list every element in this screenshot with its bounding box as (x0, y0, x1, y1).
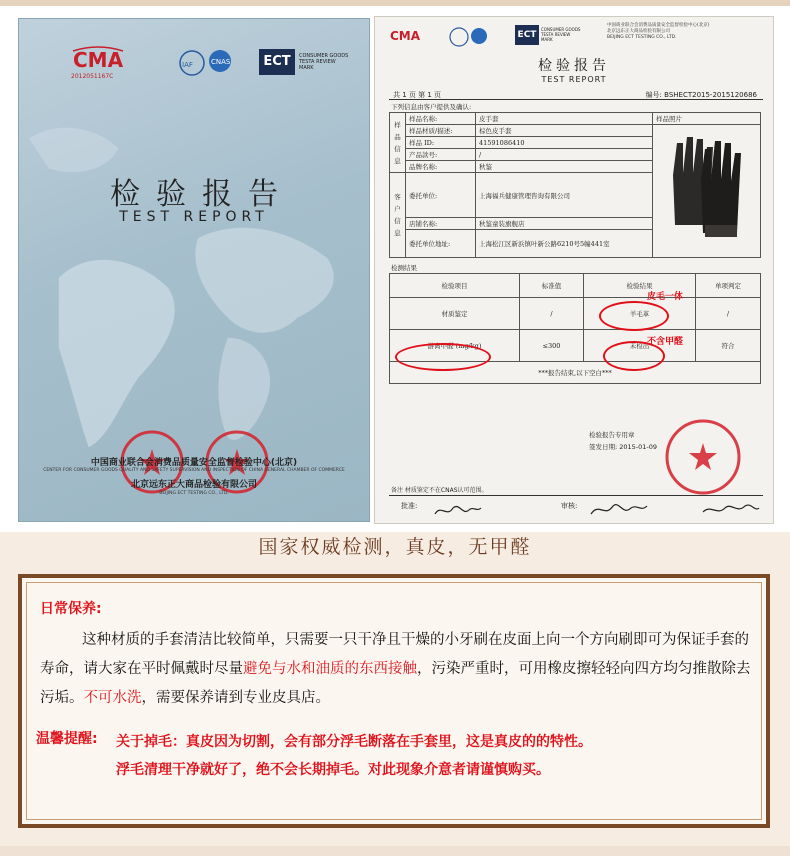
result-judge: / (696, 298, 761, 330)
col-header: 单项判定 (696, 274, 761, 298)
result-std: ≤300 (520, 330, 584, 362)
ect-logo-icon: ECT (259, 49, 295, 75)
cma-logo-icon (389, 25, 423, 51)
field-label: 委托单位地址: (406, 230, 476, 258)
result-item: 游离甲醛 (mg/kg) (390, 330, 520, 362)
field-label: 店铺名称: (406, 218, 476, 230)
signature-row (389, 495, 763, 524)
result-label: 检测结果 (391, 264, 417, 272)
signature-icon (589, 500, 649, 520)
sample-info-table (389, 112, 761, 258)
field-label: 产品款号: (406, 149, 476, 161)
approve-label: 批准: (401, 502, 418, 510)
report-page (374, 16, 774, 524)
result-std: / (520, 298, 584, 330)
field-value: 上海松江区新浜镇叶新公路6210号5幢441室 (476, 230, 653, 258)
field-value: 41591086410 (476, 137, 653, 149)
cover-subtitle: TEST REPORT (119, 209, 269, 225)
photo-label: 样品照片 (653, 113, 761, 125)
ect-line: TESTA REVIEW (541, 32, 571, 37)
cma-code: 2012051167C (71, 73, 114, 80)
care-paragraph (40, 626, 752, 713)
care-warning-text: 不可水洗 (83, 690, 142, 706)
ect-logo-icon: ECT (515, 25, 539, 45)
svg-text:IAF: IAF (182, 61, 193, 69)
center-line: 中国商业联合会消费品质量安全监督检验中心(北京) (607, 23, 710, 28)
banner-text: 国家权威检测，真皮，无甲醛 (258, 536, 532, 558)
world-map-background (19, 19, 369, 521)
divider (389, 99, 763, 100)
sign-line: 检验报告专用章 (589, 431, 635, 439)
field-value: 秋鉴 (476, 161, 653, 173)
field-value: 上海福兵健康管理咨询有限公司 (476, 173, 653, 218)
footer-band (0, 846, 790, 856)
care-warning-text: 避免与水和油质的东西接触 (243, 661, 417, 677)
end-line: ***报告结束,以下空白*** (390, 362, 761, 384)
col-header: 标准值 (520, 274, 584, 298)
signature-icon (701, 500, 761, 520)
red-seal-icon (663, 417, 743, 497)
cnas-logo-icon (447, 25, 493, 51)
field-label: 委托单位: (406, 173, 476, 218)
care-panel (18, 574, 770, 828)
report-number: 编号: BSHECT2015-2015120686 (645, 91, 757, 99)
highlight-oval (599, 301, 669, 331)
result-value: 未检出 (584, 330, 696, 362)
client-info-label: 客户信息 (390, 173, 406, 258)
top-strip (0, 0, 790, 6)
svg-text:CMA: CMA (390, 29, 421, 43)
glove-photo-icon (653, 125, 759, 255)
report-cover (18, 18, 370, 522)
report-title-en: TEST REPORT (541, 75, 607, 84)
ect-line: CONSUMER GOODS (299, 53, 349, 59)
care-text-part: 这种材质的手套清洁比较简单，只需要一只干净且干燥的小牙刷在皮面上向一个方向刷即可为保证手套的寿命，请大家在平时佩戴时尽量 (40, 632, 749, 677)
review-label: 审核: (561, 502, 578, 510)
field-value: 皮手套 (476, 113, 653, 125)
col-header: 检验项目 (390, 274, 520, 298)
svg-text:CMA: CMA (73, 48, 124, 72)
cover-org-en: CENTER FOR CONSUMER GOODS QUALITY AND SAFETY SUPERVISION AND INSPECTION OF CHINA GENERAL CHAMBER OF COMMERCE (43, 468, 345, 473)
center-line: BEIJING ECT TESTING CO., LTD. (607, 35, 677, 40)
tip-line: 浮毛清理干净就好了，绝不会长期掉毛。对此现象介意者请谨慎购买。 (116, 762, 550, 778)
ect-line: MARK (541, 37, 553, 42)
center-line: 北京远东正大商品检验有限公司 (607, 29, 670, 34)
signature-icon (433, 502, 483, 520)
highlight-oval (603, 341, 665, 371)
report-page-count: 共 1 页 第 1 页 (393, 91, 442, 99)
report-note: 下列信息由客户提供及确认: (391, 103, 472, 111)
result-judge: 符合 (696, 330, 761, 362)
report-logo-row (385, 23, 765, 53)
ect-line: CONSUMER GOODS (541, 27, 581, 32)
annotation-formaldehyde: 不含甲醛 (647, 337, 684, 347)
cover-logo-row (59, 45, 349, 85)
cover-lab-en: BEIJING ECT TESTING CO., LTD. (159, 491, 229, 496)
col-header: 检验结果 (584, 274, 696, 298)
sample-info-label: 样品信息 (390, 113, 406, 173)
annotation-fur: 皮毛一体 (647, 292, 684, 302)
care-title: 日常保养: (40, 601, 102, 617)
ect-line: TESTA REVIEW (299, 59, 336, 65)
field-value: 棕色皮手套 (476, 125, 653, 137)
field-label: 样品材质/描述: (406, 125, 476, 137)
sign-block (589, 429, 657, 453)
field-value: / (476, 149, 653, 161)
highlight-oval (395, 343, 491, 371)
result-item: 材质鉴定 (390, 298, 520, 330)
tip-title: 温馨提醒: (36, 731, 98, 747)
ect-logo (515, 25, 585, 51)
cover-org-cn: 中国商业联合会消费品质量安全监督检验中心(北京) (90, 458, 298, 468)
ect-line: MARK (299, 65, 314, 71)
field-label: 样品 ID: (406, 137, 476, 149)
report-title: 检验报告 (538, 58, 610, 74)
cover-lab-cn: 北京远东正大商品检验有限公司 (130, 480, 257, 490)
ect-logo (259, 49, 359, 81)
field-label: 品牌名称: (406, 161, 476, 173)
field-label: 样品名称: (406, 113, 476, 125)
care-text-part: ，需要保养请到专业皮具店。 (141, 690, 330, 706)
report-center-info (607, 23, 767, 41)
cover-title: 检验报告 (110, 177, 294, 212)
field-value: 秋鉴童装旗舰店 (476, 218, 653, 230)
svg-text:CNAS: CNAS (211, 58, 231, 66)
table-row (390, 298, 761, 330)
cnas-logo-icon (174, 47, 242, 81)
tip-text (116, 728, 756, 784)
care-text-part: ，污染严重时，可用橡皮擦轻轻向四方均匀推散除去污垢。 (40, 661, 751, 706)
sample-photo (653, 125, 761, 258)
sign-line: 签发日期: 2015-01-09 (589, 443, 658, 451)
result-value: 羊毛革 (584, 298, 696, 330)
tip-line: 关于掉毛：真皮因为切割，会有部分浮毛断落在手套里，这是真皮的的特性。 (116, 734, 592, 750)
remark: 备注 材质鉴定不在CNAS认可范围。 (391, 487, 488, 494)
